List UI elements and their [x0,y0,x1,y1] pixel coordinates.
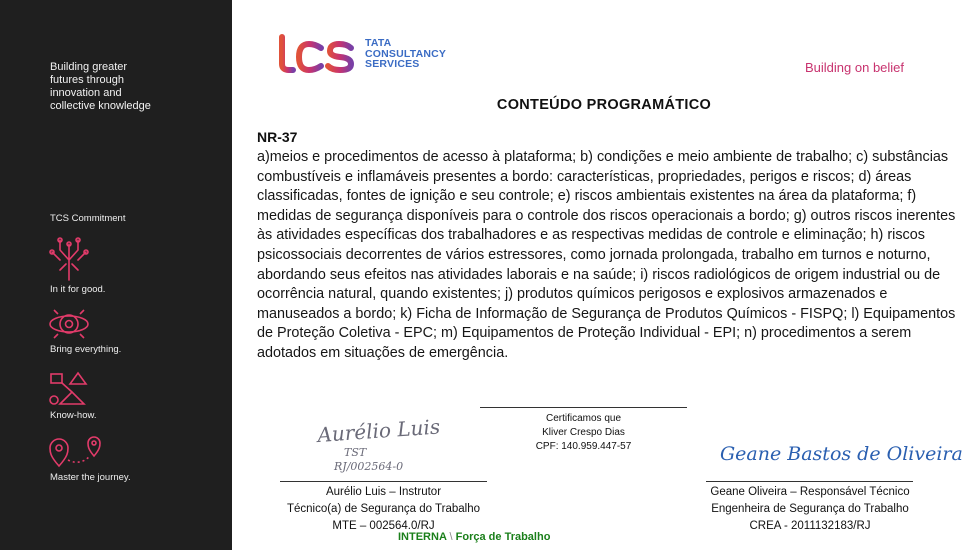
classification-label [398,531,550,543]
certification-line-1: Certificamos que [545,413,622,424]
svg-text:Aurélio Luis: Aurélio Luis [316,414,441,447]
instructor-name: Aurélio Luis – Instrutor [325,486,442,498]
eye-orbit-icon [46,306,92,342]
pillar-bring-everything [46,306,206,355]
instructor-signature [314,414,444,478]
commitment-title: TCS Commitment [50,213,126,224]
instructor-registration: MTE – 002564.0/RJ [332,520,435,532]
classification-level: INTERNA [398,531,447,543]
document-title: CONTEÚDO PROGRAMÁTICO [496,97,712,113]
svg-text:TST: TST [344,446,367,459]
tcs-logo-icon [275,34,355,74]
document-body: a)meios e procedimentos de acesso à plataforma; b) condições e meio ambiente de trabalho; c) substâncias combustíveis e inflamáveis presentes a bordo: características, propriedades, perigos e riscos; d) áreas classificadas, fontes de ignição e seu controle; e) riscos ambientais existentes na área da plataforma; f) medidas de segurança disponíveis para o controle dos riscos operacionais a bordo; g) outros riscos inerentes às atividades específicas dos trabalhadores e as respectivas medidas de controle e eliminação; h) riscos psicossociais decorrentes de vários estressores, como jornada prolongada, trabalho em turnos e noturno, abordando seus efeitos nas atividades laborais e na saúde; i) riscos radiológicos de origem industrial ou de ocorrência natural, quando existentes; j) produtos químicos perigosos e explosivos armazenados e manuseados a bordo; k) Ficha de Informação de Segurança de Produtos Químicos - FISPQ; l) Equipamentos de Proteção Coletiva - EPC; m) Equipamentos de Proteção Individual - EPI; n) procedimentos a serem adotados em situações de emergência. [257,149,956,361]
instructor-role: Técnico(a) de Segurança do Trabalho [286,503,481,515]
sidebar [0,0,232,550]
certification-divider [480,407,687,408]
pillar-label: Master the journey. [50,472,131,483]
technical-role: Engenheira de Segurança do Trabalho [711,503,909,515]
technical-signature [716,430,963,476]
technical-registration: CREA - 2011132183/RJ [749,520,871,532]
certification-student-name: Kliver Crespo Dias [542,427,625,438]
classification-audience: Força de Trabalho [455,531,551,543]
tcs-logo-text: TATA CONSULTANCY SERVICES [365,37,447,71]
tcs-logo [275,34,446,74]
pillar-master-the-journey [46,432,206,483]
circuit-tree-icon [46,236,92,282]
pillar-in-it-for-good [46,236,206,295]
technical-signature-line [706,481,913,482]
technical-caption [690,484,930,535]
slogan: Building on belief [805,60,905,75]
svg-text:Geane Bastos de Oliveira: Geane Bastos de Oliveira [720,443,963,465]
certification-cpf: CPF: 140.959.447-57 [535,441,632,452]
pillar-label: Bring everything. [50,344,122,355]
instructor-signature-line [280,481,487,482]
pillar-label: Know-how. [50,410,97,421]
pillar-label: In it for good. [50,284,106,295]
instructor-caption [270,484,497,535]
section-title: NR-37 [257,129,298,145]
technical-name: Geane Oliveira – Responsável Técnico [710,486,910,498]
pillar-know-how [46,370,206,421]
shapes-icon [46,370,92,408]
sidebar-tagline: Building greater futures through innovation and collective knowledge [50,61,151,112]
map-pins-icon [46,432,106,470]
classification-separator: \ [449,531,453,543]
certification-block [480,412,687,454]
svg-text:RJ/002564-0: RJ/002564-0 [334,460,404,473]
